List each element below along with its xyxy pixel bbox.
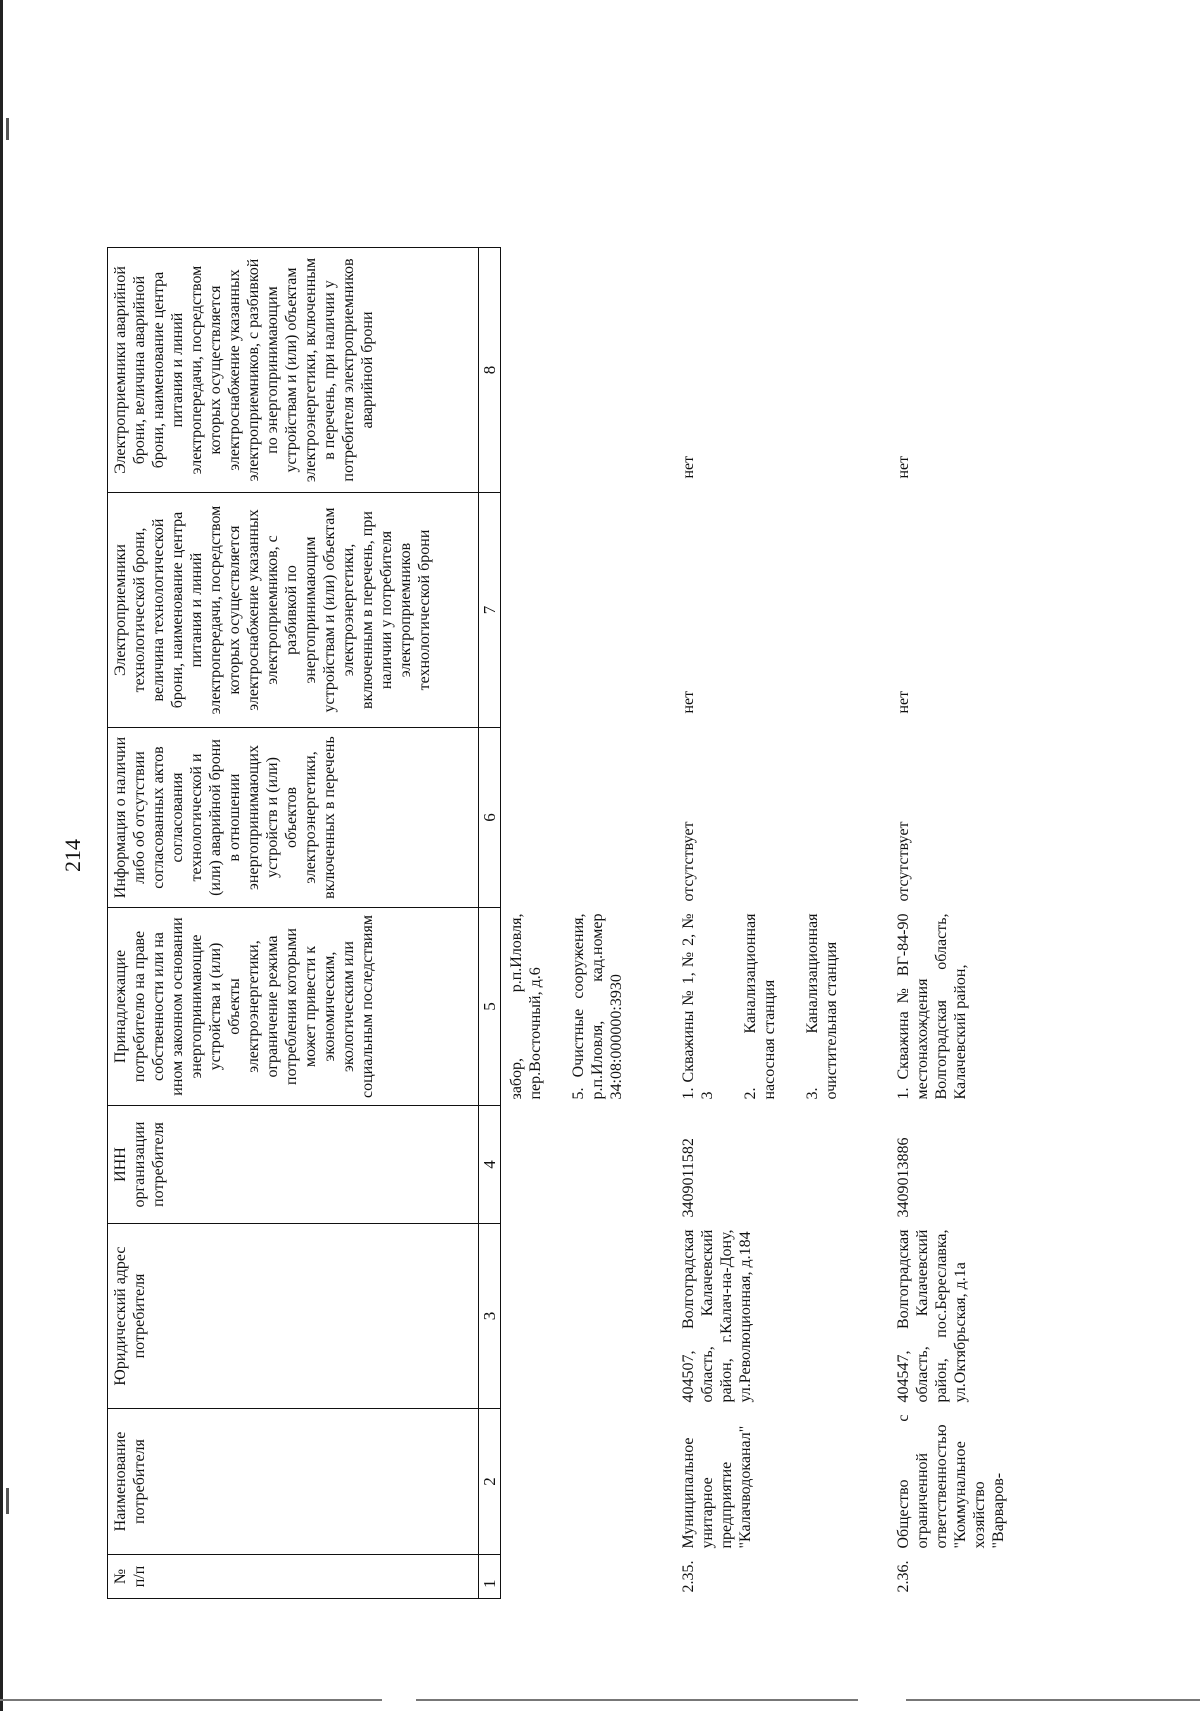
header-cell: Электроприемники аварийной брони, величина аварийной брони, наименование центра питания и линий электропередачи, посредством которых осуществляется электроснабжение указанных электроприемников, с разбивкой по энергопринимающим устройствам и (или) объектам электроэнергетики, включенным в перечень, при наличии у потребителя электроприемников аварийной брони bbox=[108, 248, 479, 493]
consumer-name: Муниципальное унитарное предприятие "Калачводоканал" bbox=[679, 1425, 754, 1549]
consumer-inn: 3409013886 bbox=[894, 1137, 912, 1218]
header-cell: № п/п bbox=[108, 1555, 479, 1599]
column-number: 7 bbox=[479, 493, 501, 728]
column-number-row bbox=[479, 248, 501, 1599]
header-cell: Принадлежащие потребителю на праве собственности или на ином законном основании энергопринимающие устройства и (или) объекты электроэнергетики, ограничение режима потребления которыми может привести к экономическим, экологическим или социальным последствиям bbox=[108, 908, 479, 1106]
column-number: 3 bbox=[479, 1224, 501, 1409]
consumer-address: 404507, Волгоградская область, Калачевский район, г.Калач-на-Дону, ул.Революционная, д.184 bbox=[679, 1229, 754, 1403]
acts-status: отсутствует bbox=[679, 821, 697, 902]
page-number: 214 bbox=[60, 839, 85, 872]
object-item: забор, р.п.Иловля, пер.Восточный, д.6 bbox=[508, 913, 544, 1100]
tech-reserve: нет bbox=[679, 690, 697, 714]
objects-cell bbox=[891, 908, 1011, 1106]
column-number: 8 bbox=[479, 248, 501, 493]
column-number: 6 bbox=[479, 728, 501, 908]
table-row bbox=[501, 248, 676, 1599]
column-number: 2 bbox=[479, 1409, 501, 1555]
emergency-reserve: нет bbox=[894, 455, 912, 479]
object-item: 1. Скважина № ВГ-84-90 местонахождения Волгоградская область, Калачевский район, bbox=[894, 913, 969, 1100]
header-cell: ИНН организации потребителя bbox=[108, 1106, 479, 1224]
consumer-inn: 3409011582 bbox=[679, 1138, 697, 1218]
objects-cell bbox=[501, 908, 676, 1106]
header-cell: Наименование потребителя bbox=[108, 1409, 479, 1555]
object-item: 2. Канализационная насосная станция bbox=[741, 913, 778, 1100]
acts-status: отсутствует bbox=[894, 821, 912, 902]
consumer-table bbox=[107, 247, 1011, 1599]
column-number: 1 bbox=[479, 1555, 501, 1599]
header-cell: Информация о наличии либо об отсутствии согласованных актов согласования технологической и (или) аварийной брони в отношении энергопринимающих устройств и (или) объектов электроэнергетики, включенных в перечень bbox=[108, 728, 479, 908]
table-row bbox=[891, 248, 1011, 1599]
object-item: 3. Канализационная очистительная станция bbox=[803, 913, 840, 1100]
header-cell: Юридический адрес потребителя bbox=[108, 1224, 479, 1409]
object-item: 5. Очистные сооружения, р.п.Иловля, кад.номер 34:08:000000:3930 bbox=[570, 913, 625, 1100]
header-cell: Электроприемники технологической брони, величина технологической брони, наименование центра питания и линий электропередачи, посредством которых осуществляется электроснабжение указанных электроприемников, с разбивкой по энергопринимающим устройствам и (или) объектам электроэнергетики, включенным в перечень, при наличии у потребителя электроприемников технологической брони bbox=[108, 493, 479, 728]
row-number: 2.36. bbox=[894, 1560, 912, 1593]
table-header-row bbox=[108, 248, 479, 1599]
tech-reserve: нет bbox=[894, 690, 912, 714]
consumer-name: Общество с ограниченной ответственностью "Коммунальное хозяйство "Варваров- bbox=[894, 1414, 1007, 1549]
objects-cell bbox=[676, 908, 891, 1106]
table-row bbox=[676, 248, 891, 1599]
consumer-address: 404547, Волгоградская область, Калачевский район, пос.Береславка, ул.Октябрьская, д.1а bbox=[894, 1229, 969, 1403]
column-number: 5 bbox=[479, 908, 501, 1106]
emergency-reserve: нет bbox=[679, 455, 697, 479]
column-number: 4 bbox=[479, 1106, 501, 1224]
row-number: 2.35. bbox=[679, 1560, 697, 1593]
object-item: 1. Скважины № 1, № 2, № 3 bbox=[679, 913, 716, 1100]
